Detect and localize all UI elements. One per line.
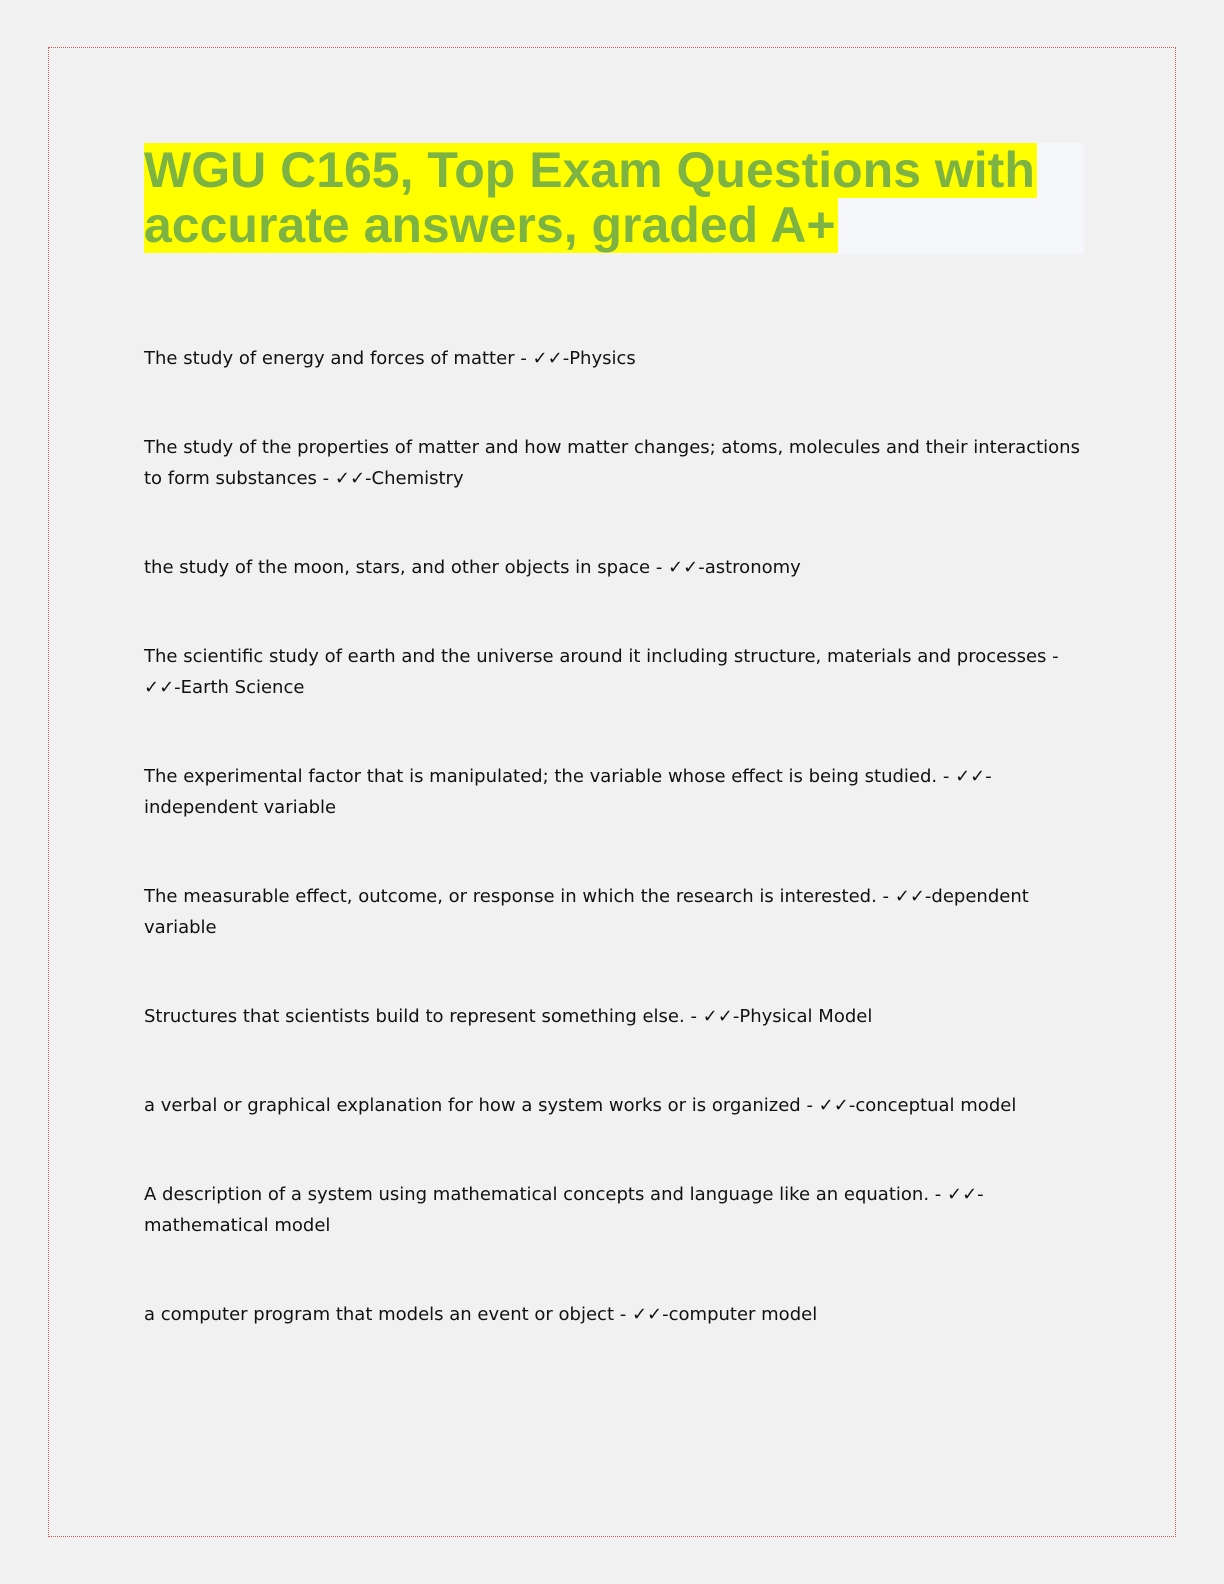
qa-item bbox=[144, 1001, 1084, 1032]
question-text: The study of the properties of matter and how matter changes; atoms, molecules and their interactions to form substances - bbox=[144, 437, 1080, 489]
question-text: a computer program that models an event or object - bbox=[144, 1304, 632, 1325]
qa-item bbox=[144, 552, 1084, 583]
answer-text: -independent variable bbox=[144, 766, 992, 818]
question-text: The study of energy and forces of matter - bbox=[144, 348, 533, 369]
double-check-icon: ✓✓ bbox=[702, 1006, 733, 1027]
answer-text: -computer model bbox=[662, 1304, 818, 1325]
double-check-icon: ✓✓ bbox=[334, 468, 366, 489]
question-text: the study of the moon, stars, and other objects in space - bbox=[144, 557, 669, 578]
double-check-icon: ✓✓ bbox=[668, 557, 699, 578]
title-line-2: accurate answers, graded A+ bbox=[144, 197, 836, 253]
title-block bbox=[144, 143, 1084, 254]
qa-item bbox=[144, 881, 1084, 943]
question-text: The experimental factor that is manipulated; the variable whose effect is being studied. - bbox=[144, 766, 956, 787]
answer-text: -Earth Science bbox=[174, 677, 305, 698]
double-check-icon: ✓✓ bbox=[818, 1095, 849, 1116]
title-line-1: WGU C165, Top Exam Questions with bbox=[144, 142, 1035, 198]
qa-item bbox=[144, 761, 1084, 823]
question-text: The measurable effect, outcome, or response in which the research is interested. - bbox=[144, 886, 895, 907]
answer-text: -conceptual model bbox=[848, 1095, 1017, 1116]
answer-text: -astronomy bbox=[698, 557, 801, 578]
answer-text: -Physics bbox=[562, 348, 636, 369]
document-title bbox=[144, 143, 1084, 253]
double-check-icon: ✓✓ bbox=[144, 677, 175, 698]
double-check-icon: ✓✓ bbox=[946, 1184, 978, 1205]
question-text: A description of a system using mathematical concepts and language like an equation. - bbox=[144, 1184, 947, 1205]
double-check-icon: ✓✓ bbox=[894, 886, 925, 907]
question-text: Structures that scientists build to represent something else. - bbox=[144, 1006, 703, 1027]
qa-item bbox=[144, 641, 1084, 703]
answer-text: -dependent variable bbox=[144, 886, 1029, 938]
qa-list bbox=[144, 343, 1084, 1330]
answer-text: -Chemistry bbox=[365, 468, 464, 489]
qa-item bbox=[144, 1299, 1084, 1330]
answer-text: -mathematical model bbox=[144, 1184, 984, 1236]
double-check-icon: ✓✓ bbox=[631, 1304, 663, 1325]
qa-item bbox=[144, 1090, 1084, 1121]
question-text: The scientific study of earth and the universe around it including structure, materials and processes - bbox=[144, 646, 1059, 667]
double-check-icon: ✓✓ bbox=[955, 766, 986, 787]
qa-item bbox=[144, 432, 1084, 494]
qa-item bbox=[144, 1179, 1084, 1241]
qa-item bbox=[144, 343, 1084, 374]
double-check-icon: ✓✓ bbox=[532, 348, 563, 369]
question-text: a verbal or graphical explanation for how a system works or is organized - bbox=[144, 1095, 819, 1116]
answer-text: -Physical Model bbox=[732, 1006, 873, 1027]
